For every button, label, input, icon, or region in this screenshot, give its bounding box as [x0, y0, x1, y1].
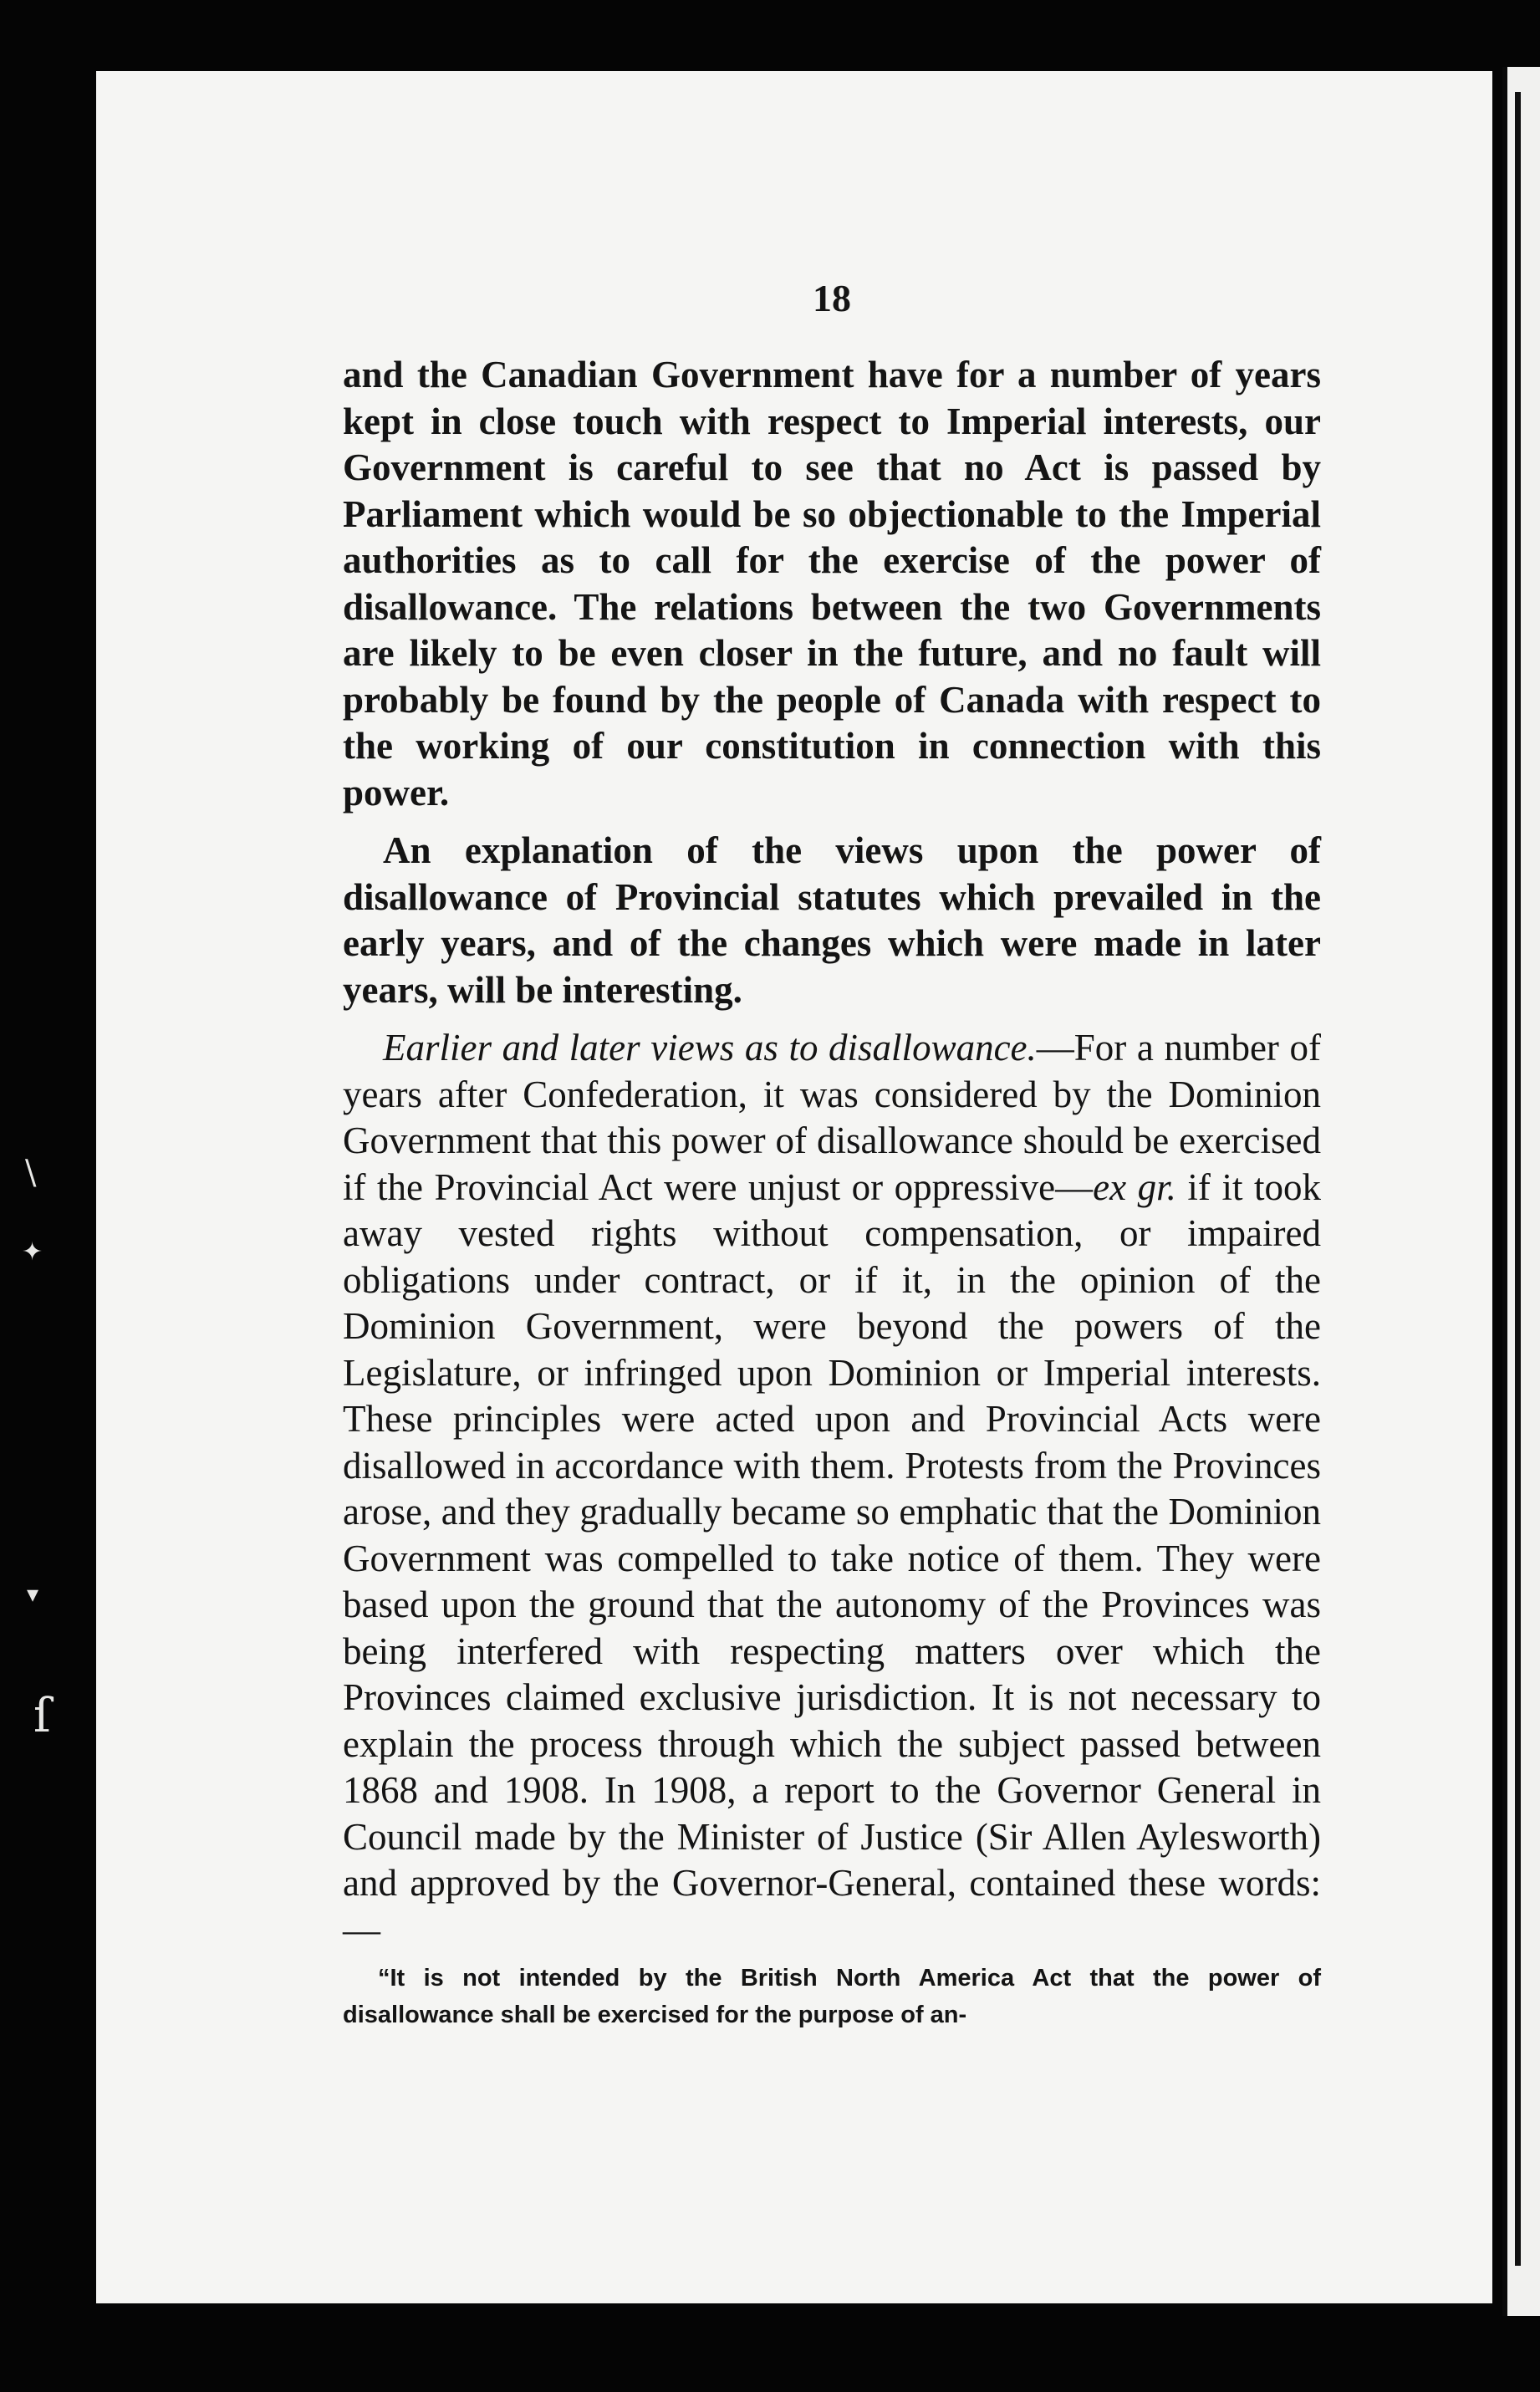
section-heading: Earlier and later views as to disallowance.: [383, 1027, 1037, 1068]
paragraph-3-body: —For a number of years after Confederation, it was considered by the Dominion Government that this power of disallowance should be exercised if the Provincial Act were unjust or oppressive—: [343, 1027, 1321, 1208]
paragraph-1: and the Canadian Government have for a number of years kept in close touch with respect to Imperial interests, our Government is careful to see that no Act is passed by Parliament which would be so objectionable to the Imperial authorities as to call for the exercise of the power of disallowance. The relations between the two Governments are likely to be even closer in the future, and no fault will probably be found by the people of Canada with respect to the working of our constitution in connection with this power.: [343, 354, 1321, 813]
margin-speck: ſ: [33, 1689, 51, 1743]
adjacent-page-edge: [1502, 67, 1540, 2316]
paragraph-3-rest: if it took away vested rights without compensation, or impaired obligations under contract, or if it, in the opinion of the Dominion Government, were beyond the powers of the Legislature, or infringed upon Dominion or Imperial interests. These principles were acted upon and Provincial Acts were disallowed in accordance with them. Protests from the Provinces arose, and they gradually became so emphatic that the Dominion Government was compelled to take notice of them. They were based upon the ground that the autonomy of the Provinces was being interfered with respecting matters over which the Provinces claimed exclusive jurisdiction. It is not necessary to explain the process through which the subject passed between 1868 and 1908. In 1908, a report to the Governor General in Council made by the Minister of Justice (Sir Allen Aylesworth) and approved by the Governor-General, contained these words:—: [343, 1165, 1321, 1951]
page-gutter-line: [1515, 92, 1521, 2266]
margin-speck: ✦: [22, 1237, 43, 1267]
paragraph-2: An explanation of the views upon the power of disallowance of Provincial statutes which prevailed in the early years, and of the changes which were made in later years, will be interesting.: [343, 829, 1321, 1011]
paragraph-3: [343, 1025, 1321, 1953]
body-text-column: [343, 276, 1321, 2033]
block-quote: “It is not intended by the British North America Act that the power of disallowance shall be exercised for the purpose of an-: [343, 1965, 1321, 2028]
page-number: 18: [813, 277, 851, 319]
margin-speck: \: [25, 1154, 37, 1192]
margin-speck: ▾: [27, 1580, 39, 1608]
ex-gr-abbrev: ex gr.: [1093, 1165, 1176, 1208]
